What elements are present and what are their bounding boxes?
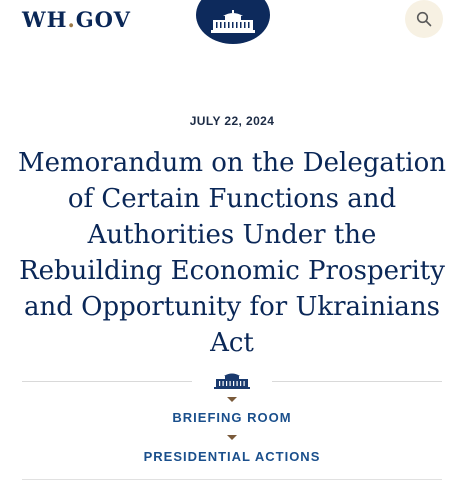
logo-dot: . xyxy=(67,7,76,32)
caret-down-icon xyxy=(227,397,237,402)
logo-main: WH xyxy=(22,7,68,32)
bottom-divider xyxy=(22,479,442,480)
divider-line-left xyxy=(22,381,192,382)
caret-down-icon xyxy=(227,435,237,440)
divider-line-right xyxy=(272,381,442,382)
site-header xyxy=(0,0,464,46)
publish-date: JULY 22, 2024 xyxy=(189,114,275,128)
breadcrumb-presidential-actions[interactable]: PRESIDENTIAL ACTIONS xyxy=(143,449,321,464)
page-title: Memorandum on the Delegation of Certain Functions and Authorities Under the Rebuilding Economic Prosperity and Opportunity for Ukrainians Act xyxy=(17,148,447,358)
breadcrumb-briefing-room[interactable]: BRIEFING ROOM xyxy=(172,410,292,425)
white-house-icon xyxy=(213,372,251,390)
section-divider xyxy=(22,372,442,390)
search-button[interactable] xyxy=(405,0,443,38)
white-house-seal-icon[interactable] xyxy=(196,0,270,44)
white-house-building-icon xyxy=(203,10,263,34)
wh-gov-logo[interactable] xyxy=(22,7,131,32)
logo-suffix: GOV xyxy=(75,7,131,32)
search-icon xyxy=(416,11,432,27)
